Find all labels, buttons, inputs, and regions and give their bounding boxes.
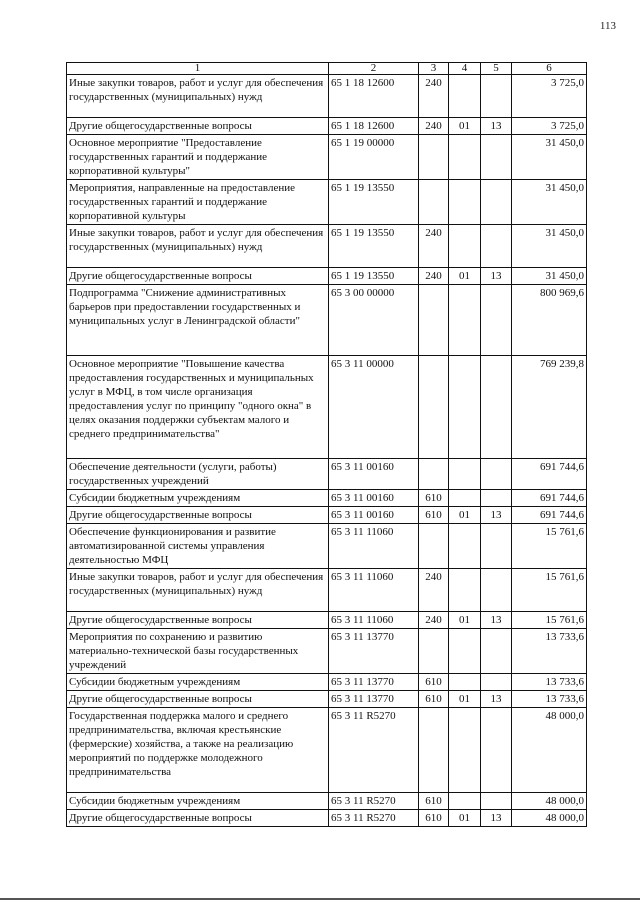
page-number: 113 xyxy=(599,20,616,32)
row-column-4 xyxy=(449,674,481,691)
row-amount: 48 000,0 xyxy=(512,810,587,827)
row-code: 65 1 19 13550 xyxy=(329,225,419,268)
header-cell: 5 xyxy=(481,63,512,75)
row-column-4 xyxy=(449,569,481,612)
row-column-3: 240 xyxy=(419,569,449,612)
row-column-5: 13 xyxy=(481,507,512,524)
page-bottom-rule xyxy=(0,898,640,900)
row-amount: 3 725,0 xyxy=(512,118,587,135)
row-name: Другие общегосударственные вопросы xyxy=(67,691,329,708)
row-column-5 xyxy=(481,708,512,793)
row-code: 65 3 11 11060 xyxy=(329,524,419,569)
table-row xyxy=(67,524,587,569)
row-column-4 xyxy=(449,135,481,180)
table-row xyxy=(67,674,587,691)
row-code: 65 3 11 00000 xyxy=(329,356,419,459)
row-amount: 13 733,6 xyxy=(512,691,587,708)
row-column-4 xyxy=(449,459,481,490)
table-row xyxy=(67,285,587,356)
row-column-5 xyxy=(481,459,512,490)
row-name: Другие общегосударственные вопросы xyxy=(67,268,329,285)
row-column-3 xyxy=(419,708,449,793)
table-row xyxy=(67,708,587,793)
row-amount: 48 000,0 xyxy=(512,708,587,793)
row-column-5 xyxy=(481,135,512,180)
table-row xyxy=(67,356,587,459)
row-column-3: 610 xyxy=(419,810,449,827)
row-code: 65 3 11 R5270 xyxy=(329,708,419,793)
row-name: Мероприятия, направленные на предоставление государственных гарантий и поддержание корпоративной культуры xyxy=(67,180,329,225)
row-column-4: 01 xyxy=(449,507,481,524)
row-name: Другие общегосударственные вопросы xyxy=(67,507,329,524)
row-amount: 31 450,0 xyxy=(512,180,587,225)
row-column-5: 13 xyxy=(481,268,512,285)
row-code: 65 1 18 12600 xyxy=(329,118,419,135)
row-code: 65 3 11 13770 xyxy=(329,691,419,708)
row-name: Обеспечение деятельности (услуги, работы) государственных учреждений xyxy=(67,459,329,490)
row-column-4: 01 xyxy=(449,612,481,629)
row-name: Субсидии бюджетным учреждениям xyxy=(67,793,329,810)
row-code: 65 3 11 00160 xyxy=(329,459,419,490)
row-amount: 31 450,0 xyxy=(512,268,587,285)
row-name: Мероприятия по сохранению и развитию материально-технической базы государственных учреждений xyxy=(67,629,329,674)
table-row xyxy=(67,612,587,629)
row-name: Другие общегосударственные вопросы xyxy=(67,118,329,135)
table-row xyxy=(67,268,587,285)
row-code: 65 1 18 12600 xyxy=(329,75,419,118)
row-name: Основное мероприятие "Повышение качества предоставления государственных и муниципальных услуг в МФЦ, в том числе организация предоставления услуг по принципу "одного окна" в целях оказания поддержки субъектам малого и среднего предпринимательства" xyxy=(67,356,329,459)
row-column-4 xyxy=(449,629,481,674)
row-name: Иные закупки товаров, работ и услуг для обеспечения государственных (муниципальных) нужд xyxy=(67,75,329,118)
row-column-5 xyxy=(481,180,512,225)
row-code: 65 3 11 R5270 xyxy=(329,793,419,810)
table-row xyxy=(67,225,587,268)
row-column-4 xyxy=(449,356,481,459)
header-cell: 1 xyxy=(67,63,329,75)
table-row xyxy=(67,118,587,135)
row-column-5: 13 xyxy=(481,691,512,708)
table-row xyxy=(67,75,587,118)
row-code: 65 3 11 11060 xyxy=(329,612,419,629)
row-column-5 xyxy=(481,674,512,691)
row-amount: 15 761,6 xyxy=(512,524,587,569)
header-cell: 3 xyxy=(419,63,449,75)
row-column-4 xyxy=(449,793,481,810)
row-column-3: 240 xyxy=(419,118,449,135)
row-column-4 xyxy=(449,524,481,569)
row-amount: 691 744,6 xyxy=(512,490,587,507)
row-amount: 13 733,6 xyxy=(512,674,587,691)
table-row xyxy=(67,810,587,827)
row-column-3 xyxy=(419,135,449,180)
row-amount: 800 969,6 xyxy=(512,285,587,356)
row-name: Субсидии бюджетным учреждениям xyxy=(67,674,329,691)
row-column-3: 240 xyxy=(419,75,449,118)
row-amount: 769 239,8 xyxy=(512,356,587,459)
table-row xyxy=(67,135,587,180)
header-cell: 2 xyxy=(329,63,419,75)
row-column-3: 610 xyxy=(419,507,449,524)
row-name: Субсидии бюджетным учреждениям xyxy=(67,490,329,507)
table-row xyxy=(67,490,587,507)
row-column-4 xyxy=(449,285,481,356)
row-column-4 xyxy=(449,708,481,793)
row-name: Подпрограмма "Снижение административных барьеров при предоставлении государственных и муниципальных услуг в Ленинградской области" xyxy=(67,285,329,356)
row-code: 65 3 11 11060 xyxy=(329,569,419,612)
row-column-5 xyxy=(481,569,512,612)
row-amount: 13 733,6 xyxy=(512,629,587,674)
row-column-3: 610 xyxy=(419,490,449,507)
row-column-5 xyxy=(481,524,512,569)
table-row xyxy=(67,507,587,524)
row-code: 65 3 00 00000 xyxy=(329,285,419,356)
table-row xyxy=(67,691,587,708)
row-amount: 15 761,6 xyxy=(512,612,587,629)
row-name: Другие общегосударственные вопросы xyxy=(67,612,329,629)
row-amount: 31 450,0 xyxy=(512,135,587,180)
row-column-4 xyxy=(449,75,481,118)
table-row xyxy=(67,629,587,674)
row-column-4: 01 xyxy=(449,691,481,708)
row-column-5 xyxy=(481,285,512,356)
row-column-5 xyxy=(481,356,512,459)
row-code: 65 3 11 00160 xyxy=(329,490,419,507)
row-name: Государственная поддержка малого и среднего предпринимательства, включая крестьянские (фермерские) хозяйства, а также на реализацию мероприятий по поддержке молодежного предпринимательства xyxy=(67,708,329,793)
row-code: 65 3 11 R5270 xyxy=(329,810,419,827)
row-amount: 3 725,0 xyxy=(512,75,587,118)
row-column-5 xyxy=(481,225,512,268)
row-column-5 xyxy=(481,629,512,674)
row-column-4 xyxy=(449,490,481,507)
row-name: Другие общегосударственные вопросы xyxy=(67,810,329,827)
row-name: Обеспечение функционирования и развитие автоматизированной системы управления деятельностью МФЦ xyxy=(67,524,329,569)
header-cell: 4 xyxy=(449,63,481,75)
row-name: Иные закупки товаров, работ и услуг для обеспечения государственных (муниципальных) нужд xyxy=(67,569,329,612)
row-column-3: 240 xyxy=(419,612,449,629)
budget-table xyxy=(66,62,587,827)
row-column-3: 610 xyxy=(419,674,449,691)
row-amount: 691 744,6 xyxy=(512,459,587,490)
row-column-3 xyxy=(419,180,449,225)
row-column-3 xyxy=(419,459,449,490)
row-column-3 xyxy=(419,285,449,356)
row-column-5 xyxy=(481,75,512,118)
row-column-3: 610 xyxy=(419,691,449,708)
row-column-4: 01 xyxy=(449,810,481,827)
row-column-4 xyxy=(449,225,481,268)
row-column-5: 13 xyxy=(481,810,512,827)
row-code: 65 1 19 00000 xyxy=(329,135,419,180)
table-row xyxy=(67,180,587,225)
row-column-5: 13 xyxy=(481,118,512,135)
row-code: 65 1 19 13550 xyxy=(329,268,419,285)
row-column-5: 13 xyxy=(481,612,512,629)
header-cell: 6 xyxy=(512,63,587,75)
row-column-3: 240 xyxy=(419,268,449,285)
row-column-3: 240 xyxy=(419,225,449,268)
table-row xyxy=(67,459,587,490)
row-code: 65 3 11 00160 xyxy=(329,507,419,524)
row-column-5 xyxy=(481,490,512,507)
row-column-3 xyxy=(419,524,449,569)
row-amount: 691 744,6 xyxy=(512,507,587,524)
row-column-3 xyxy=(419,356,449,459)
row-code: 65 3 11 13770 xyxy=(329,629,419,674)
table-row xyxy=(67,569,587,612)
row-column-4: 01 xyxy=(449,118,481,135)
row-column-4: 01 xyxy=(449,268,481,285)
row-amount: 48 000,0 xyxy=(512,793,587,810)
header-row xyxy=(67,63,587,75)
row-name: Иные закупки товаров, работ и услуг для обеспечения государственных (муниципальных) нужд xyxy=(67,225,329,268)
row-name: Основное мероприятие "Предоставление государственных гарантий и поддержание корпоративной культуры" xyxy=(67,135,329,180)
table-row xyxy=(67,793,587,810)
row-code: 65 3 11 13770 xyxy=(329,674,419,691)
row-column-5 xyxy=(481,793,512,810)
row-amount: 15 761,6 xyxy=(512,569,587,612)
row-amount: 31 450,0 xyxy=(512,225,587,268)
row-code: 65 1 19 13550 xyxy=(329,180,419,225)
row-column-3 xyxy=(419,629,449,674)
row-column-3: 610 xyxy=(419,793,449,810)
row-column-4 xyxy=(449,180,481,225)
